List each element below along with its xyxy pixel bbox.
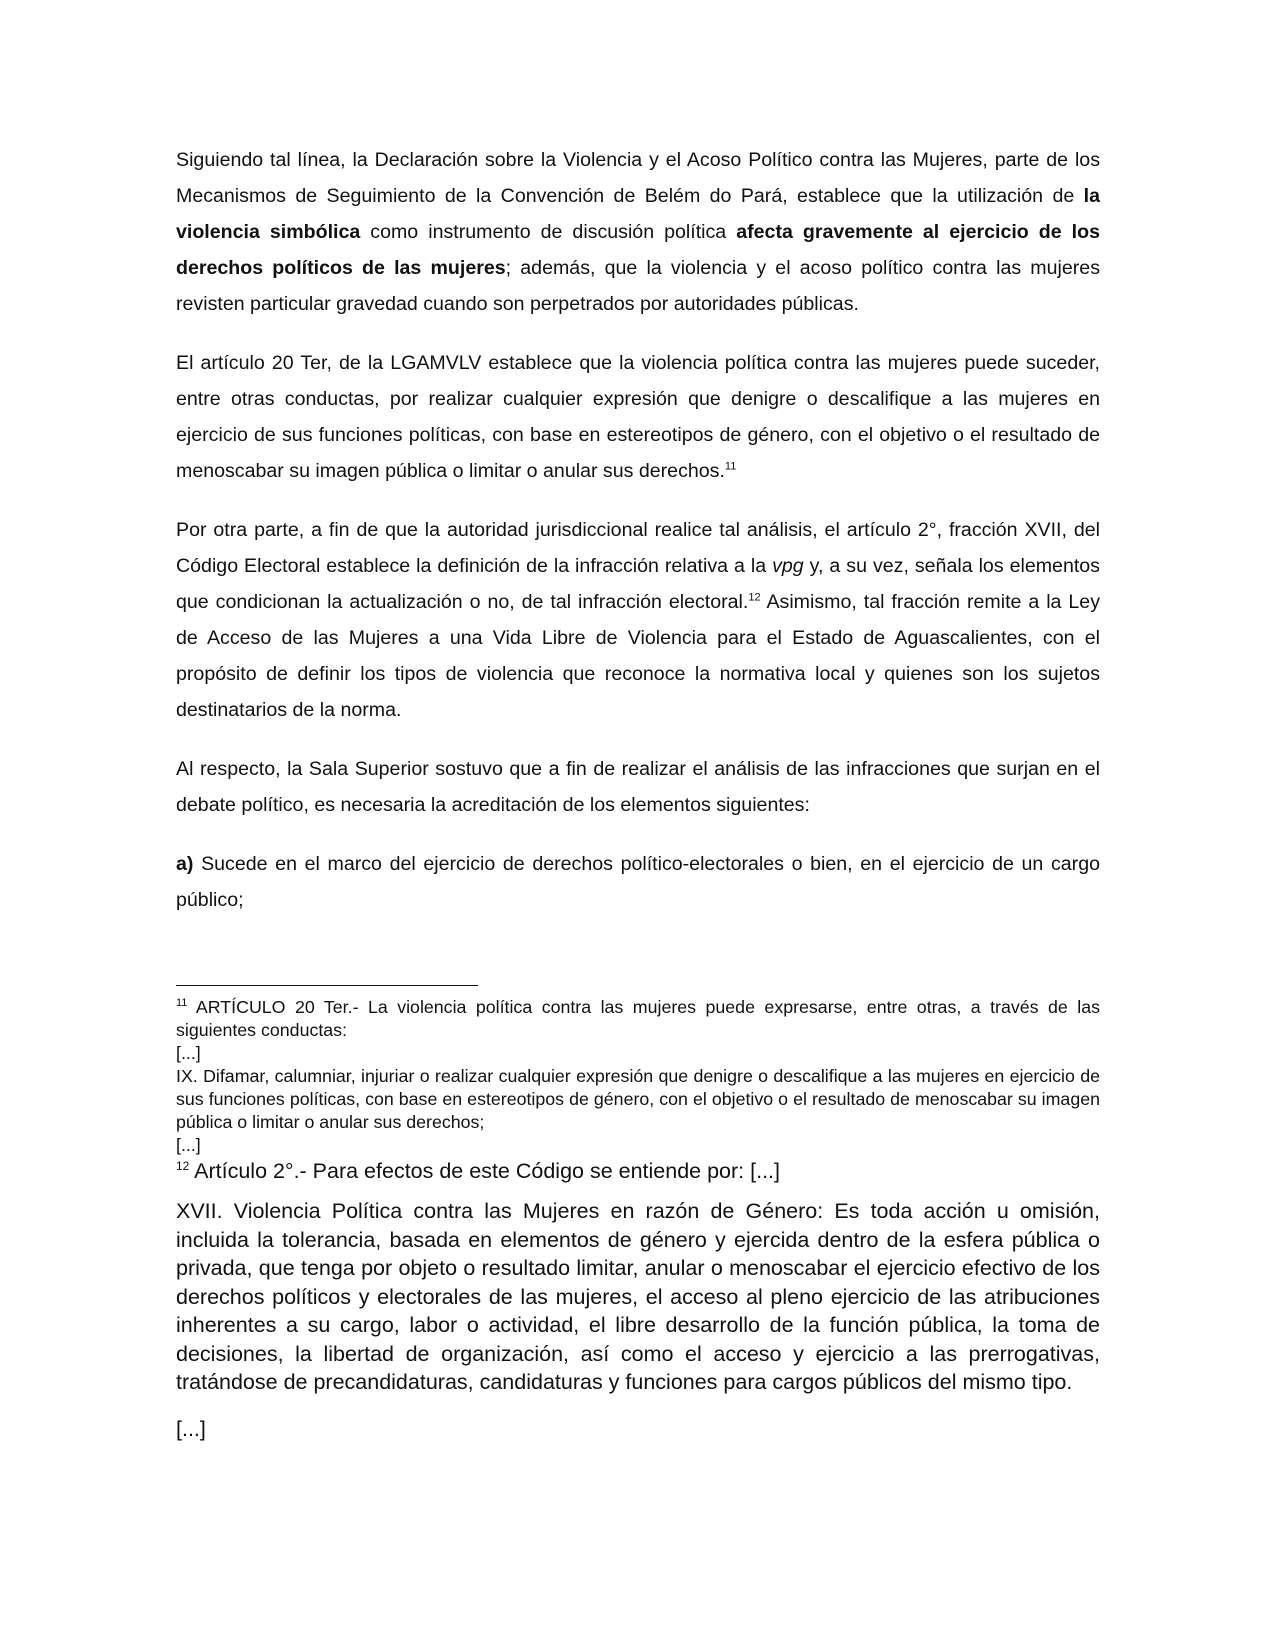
paragraph-4: Al respecto, la Sala Superior sostuvo que a fin de realizar el análisis de las infracciones que surjan en el debate político, es necesaria la acreditación de los elementos siguientes: (176, 758, 1100, 816)
footnote-separator (176, 985, 478, 986)
footnote-12-heading: $^{12}$ Artículo 2°.- Para efectos de este Código se entiende por: [...] (176, 1158, 780, 1183)
paragraph-1: Siguiendo tal línea, la Declaración sobre la Violencia y el Acoso Político contra las Mujeres, parte de los Mecanismos de Seguimiento de la Convención de Belém do Pará, establece que la utilización de la violencia simbólica como instrumento de discusión política afecta gravemente al ejercicio de los derechos políticos de las mujeres; además, que la violencia y el acoso político contra las mujeres revisten particular gravedad cuando son perpetrados por autoridades públicas. (176, 149, 1100, 315)
footnotes (176, 996, 1100, 1443)
footnote-number: 11 (176, 997, 188, 1010)
footnote-ref-12[interactable]: 12 (748, 591, 761, 604)
footnote-number: 12 (176, 1158, 190, 1173)
bold-phrase: afecta gravemente al ejercicio de los derechos políticos de las mujeres (176, 221, 1100, 279)
list-label: a) (176, 853, 194, 875)
paragraph-5: a) Sucede en el marco del ejercicio de derechos político-electorales o bien, en el ejercicio de un cargo público; (176, 853, 1100, 911)
footnote-ref-11[interactable]: 11 (724, 460, 737, 473)
main-body (176, 142, 1100, 941)
paragraph-2: El artículo 20 Ter, de la LGAMVLV establece que la violencia política contra las mujeres puede suceder, entre otras conductas, por realizar cualquier expresión que denigre o descalifique a las mujeres en ejercicio de sus funciones políticas, con base en estereotipos de género, con el objetivo o el resultado de menoscabar su imagen pública o limitar o anular sus derechos.$^{11}$ (176, 352, 1100, 482)
bold-phrase: la violencia simbólica (176, 185, 1100, 243)
ellipsis: [...] (176, 1135, 201, 1155)
footnote-12-body: XVII. Violencia Política contra las Mujeres en razón de Género: Es toda acción u omisión, incluida la tolerancia, basada en elementos de género y ejercida dentro de la esfera pública o privada, que tenga por objeto o resultado limitar, anular o menoscabar el ejercicio efectivo de los derechos políticos y electorales de las mujeres, el acceso al pleno ejercicio de las atribuciones inherentes a su cargo, labor o actividad, el libre desarrollo de la función pública, la toma de decisiones, la libertad de organización, así como el acceso y ejercicio a las prerrogativas, tratándose de precandidaturas, candidaturas y funciones para cargos públicos del mismo tipo. (176, 1199, 1100, 1394)
footnote-11: $^{11}$ ARTÍCULO 20 Ter.- La violencia política contra las mujeres puede expresarse, entre otras, a través de las siguientes conductas: [...] IX. Difamar, calumniar, injuriar o realizar cualquier expresión que denigre o descalifique a las mujeres en ejercicio de sus funciones políticas, con base en estereotipos de género, con el objetivo o el resultado de menoscabar su imagen pública o limitar o anular sus derechos; [...] (176, 997, 1100, 1155)
ellipsis: [...] (176, 1416, 206, 1441)
ellipsis: [...] (176, 1043, 201, 1063)
paragraph-3: Por otra parte, a fin de que la autoridad jurisdiccional realice tal análisis, el artículo 2°, fracción XVII, del Código Electoral establece la definición de la infracción relativa a la vpg y, a su vez, señala los elementos que condicionan la actualización o no, de tal infracción electoral.$^{12}$ Asimismo, tal fracción remite a la Ley de Acceso de las Mujeres a una Vida Libre de Violencia para el Estado de Aguascalientes, con el propósito de definir los tipos de violencia que reconoce la normativa local y quienes son los sujetos destinatarios de la norma. (176, 519, 1100, 721)
italic-term: vpg (772, 555, 804, 577)
